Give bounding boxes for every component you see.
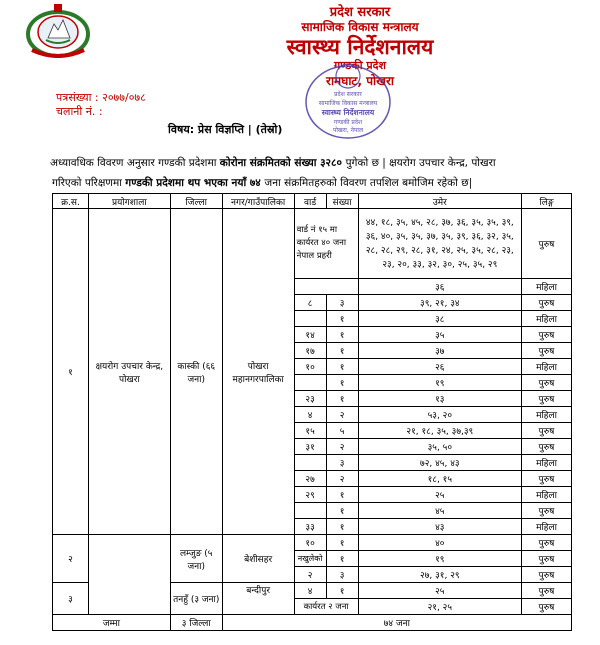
- count-cell: ३: [326, 567, 358, 583]
- count-cell: १: [326, 487, 358, 503]
- ward-cell: [294, 375, 326, 391]
- gender-cell: महिला: [522, 359, 572, 375]
- municipality-besisahar: बेशीसहर: [222, 535, 294, 583]
- age-cell: १८, १५: [358, 471, 521, 487]
- table-row: [53, 535, 572, 551]
- ward-cell: २७: [294, 471, 326, 487]
- gender-cell: पुरुष: [522, 375, 572, 391]
- col-municipality: नगर/गाउँपालिका: [222, 194, 294, 209]
- gender-cell: पुरुष: [522, 567, 572, 583]
- age-cell: १९: [358, 375, 521, 391]
- header-line-2: सामाजिक विकास मन्त्रालय: [301, 20, 419, 34]
- total-row: [53, 615, 572, 631]
- gender-cell: पुरुष: [522, 439, 572, 455]
- table-header-row: [53, 194, 572, 209]
- ward-cell: [294, 503, 326, 519]
- col-ward: वार्ड: [294, 194, 326, 209]
- ward-cell: नखुलेको: [294, 551, 326, 567]
- age-cell: २५: [358, 583, 521, 599]
- ward-cell: ८: [294, 295, 326, 311]
- ward-cell: वार्ड नं १५ मा कार्यरत ४० जना नेपाल प्रहरी: [294, 209, 358, 279]
- count-cell: ३: [326, 455, 358, 471]
- count-cell: २: [326, 471, 358, 487]
- municipality-bandipur: बन्दीपुर: [222, 583, 294, 615]
- district-tanahun: तनहुँ (३ जना): [170, 583, 222, 615]
- ward-cell: १०: [294, 359, 326, 375]
- age-cell: २७, ३१, २९: [358, 567, 521, 583]
- municipality-pokhara: पोखरा महानगरपालिका: [222, 209, 294, 535]
- age-cell: ७२, ४५, ४३: [358, 455, 521, 471]
- col-lab: प्रयोगशाला: [88, 194, 170, 209]
- count-cell: ५: [326, 423, 358, 439]
- district-lamjung: लम्जुङ (५ जना): [170, 535, 222, 583]
- ward-cell: १०: [294, 535, 326, 551]
- col-serial: क्र.स.: [53, 194, 89, 209]
- gender-cell: पुरुष: [522, 471, 572, 487]
- gender-cell: पुरुष: [522, 209, 572, 279]
- col-count: संख्या: [326, 194, 358, 209]
- gender-cell: पुरुष: [522, 391, 572, 407]
- age-cell: ४५: [358, 503, 521, 519]
- age-cell: ३७: [358, 343, 521, 359]
- count-cell: १: [326, 583, 358, 599]
- age-cell: २६: [358, 359, 521, 375]
- count-cell: १: [326, 391, 358, 407]
- age-cell: ३८: [358, 311, 521, 327]
- serial-1: १: [53, 209, 89, 535]
- count-cell: ३: [326, 295, 358, 311]
- dispatch-number: चलानी नं. :: [56, 105, 103, 118]
- ward-cell: कार्यरत २ जना: [294, 599, 358, 615]
- stamp-line-3: स्वास्थ्य निर्देशनालय: [321, 108, 375, 117]
- age-cell: ५३, २०: [358, 407, 521, 423]
- count-cell: १: [326, 551, 358, 567]
- header-title: स्वास्थ्य निर्देशनालय: [286, 35, 434, 59]
- age-cell: २५: [358, 487, 521, 503]
- age-cell: ३६: [358, 279, 521, 295]
- ward-cell: ४: [294, 583, 326, 599]
- stamp-line-1: प्रदेश सरकार: [334, 91, 362, 98]
- ward-cell: १५: [294, 423, 326, 439]
- gender-cell: पुरुष: [522, 551, 572, 567]
- lab-cell-empty: [88, 535, 170, 615]
- ward-cell: २३: [294, 391, 326, 407]
- ward-cell: २: [294, 567, 326, 583]
- header-line-1: प्रदेश सरकार: [329, 5, 391, 20]
- gender-cell: पुरुष: [522, 343, 572, 359]
- total-people: ७४ जना: [222, 615, 571, 631]
- header-line-4: गण्डकी प्रदेश: [333, 59, 386, 72]
- gender-cell: महिला: [522, 455, 572, 471]
- count-cell: १: [326, 327, 358, 343]
- ward-cell: ३३: [294, 519, 326, 535]
- total-district: ३ जिल्ला: [170, 615, 222, 631]
- count-cell: २: [326, 439, 358, 455]
- gender-cell: महिला: [522, 487, 572, 503]
- gender-cell: पुरुष: [522, 583, 572, 599]
- ward-cell: ३१: [294, 439, 326, 455]
- gender-cell: पुरुष: [522, 535, 572, 551]
- ward-cell: [294, 455, 326, 471]
- ward-cell: [294, 279, 358, 295]
- lab-name: क्षयरोग उपचार केन्द्र, पोखरा: [88, 209, 170, 535]
- cases-table: [52, 193, 572, 631]
- count-cell: १: [326, 375, 358, 391]
- district-kaski: कास्की (६६ जना): [170, 209, 222, 535]
- ward-cell: १७: [294, 343, 326, 359]
- serial-2: २: [53, 535, 89, 583]
- total-label: जम्मा: [53, 615, 171, 631]
- age-cell: १३: [358, 391, 521, 407]
- office-stamp: [302, 58, 394, 140]
- col-district: जिल्ला: [170, 194, 222, 209]
- col-age: उमेर: [358, 194, 521, 209]
- nepal-emblem-icon: [18, 0, 98, 60]
- stamp-line-2: सामाजिक विकास मन्त्रालय: [318, 100, 378, 107]
- gender-cell: पुरुष: [522, 503, 572, 519]
- subject-line: विषय: प्रेस विज्ञप्ति | (तेस्रो): [168, 123, 283, 136]
- ward-cell: [294, 311, 326, 327]
- count-cell: १: [326, 503, 358, 519]
- gender-cell: पुरुष: [522, 599, 572, 615]
- age-cell: २१, १८, ३५, ३७,३९: [358, 423, 521, 439]
- count-cell: १: [326, 535, 358, 551]
- header-line-5: रामघाट, पोखरा: [326, 74, 394, 88]
- count-cell: १: [326, 311, 358, 327]
- age-cell: ४०: [358, 535, 521, 551]
- ward-cell: २९: [294, 487, 326, 503]
- gender-cell: महिला: [522, 279, 572, 295]
- age-cell: ३५: [358, 327, 521, 343]
- gender-cell: महिला: [522, 519, 572, 535]
- gender-cell: पुरुष: [522, 327, 572, 343]
- stamp-line-4: गण्डकी प्रदेश: [333, 119, 363, 126]
- stamp-line-5: पोखरा, नेपाल: [332, 127, 364, 134]
- col-gender: लिङ्ग: [522, 194, 572, 209]
- count-cell: १: [326, 359, 358, 375]
- age-cell: ३५, ५०: [358, 439, 521, 455]
- gender-cell: पुरुष: [522, 295, 572, 311]
- age-cell: २१, २५: [358, 599, 521, 615]
- age-cell: ३९, २१, ३४: [358, 295, 521, 311]
- gender-cell: पुरुष: [522, 423, 572, 439]
- count-cell: १: [326, 343, 358, 359]
- gender-cell: महिला: [522, 407, 572, 423]
- table-row: [53, 209, 572, 279]
- gender-cell: महिला: [522, 311, 572, 327]
- body-paragraph-line-2: गरिएको परिक्षणमा गण्डकी प्रदेशमा थप भएका नयाँ ७४ जना संक्रमितहरुको विवरण तपशिल बमोजिम रहेको छ|: [52, 177, 473, 189]
- serial-3: ३: [53, 583, 89, 615]
- ward-cell: १४: [294, 327, 326, 343]
- ward-cell: ४: [294, 407, 326, 423]
- count-cell: २: [326, 407, 358, 423]
- count-cell: १: [326, 519, 358, 535]
- age-cell: ४४, १८, ३५, ४५, २८, ३७, ३६, ३५, ३५, ३९, ३६, ४०, ३५, ३५, ३७, ३५, ३९, ३६, ३२, ३५, २८, २८, २९, २८, ३१, २४, २५, ३५, २८, २३, २३, २०, ३३, ३२, ३०, २५, ३५, २९: [358, 209, 521, 279]
- body-paragraph-line-1: अध्यावधिक विवरण अनुसार गण्डकी प्रदेशमा कोरोना संक्रमितको संख्या ३२८० पुगेको छ | क्षयरोग उपचार केन्द्र, पोखरा: [50, 157, 496, 169]
- age-cell: १९: [358, 551, 521, 567]
- letter-number: पत्रसंख्या : २०७७/०७८: [56, 91, 146, 104]
- age-cell: ४३: [358, 519, 521, 535]
